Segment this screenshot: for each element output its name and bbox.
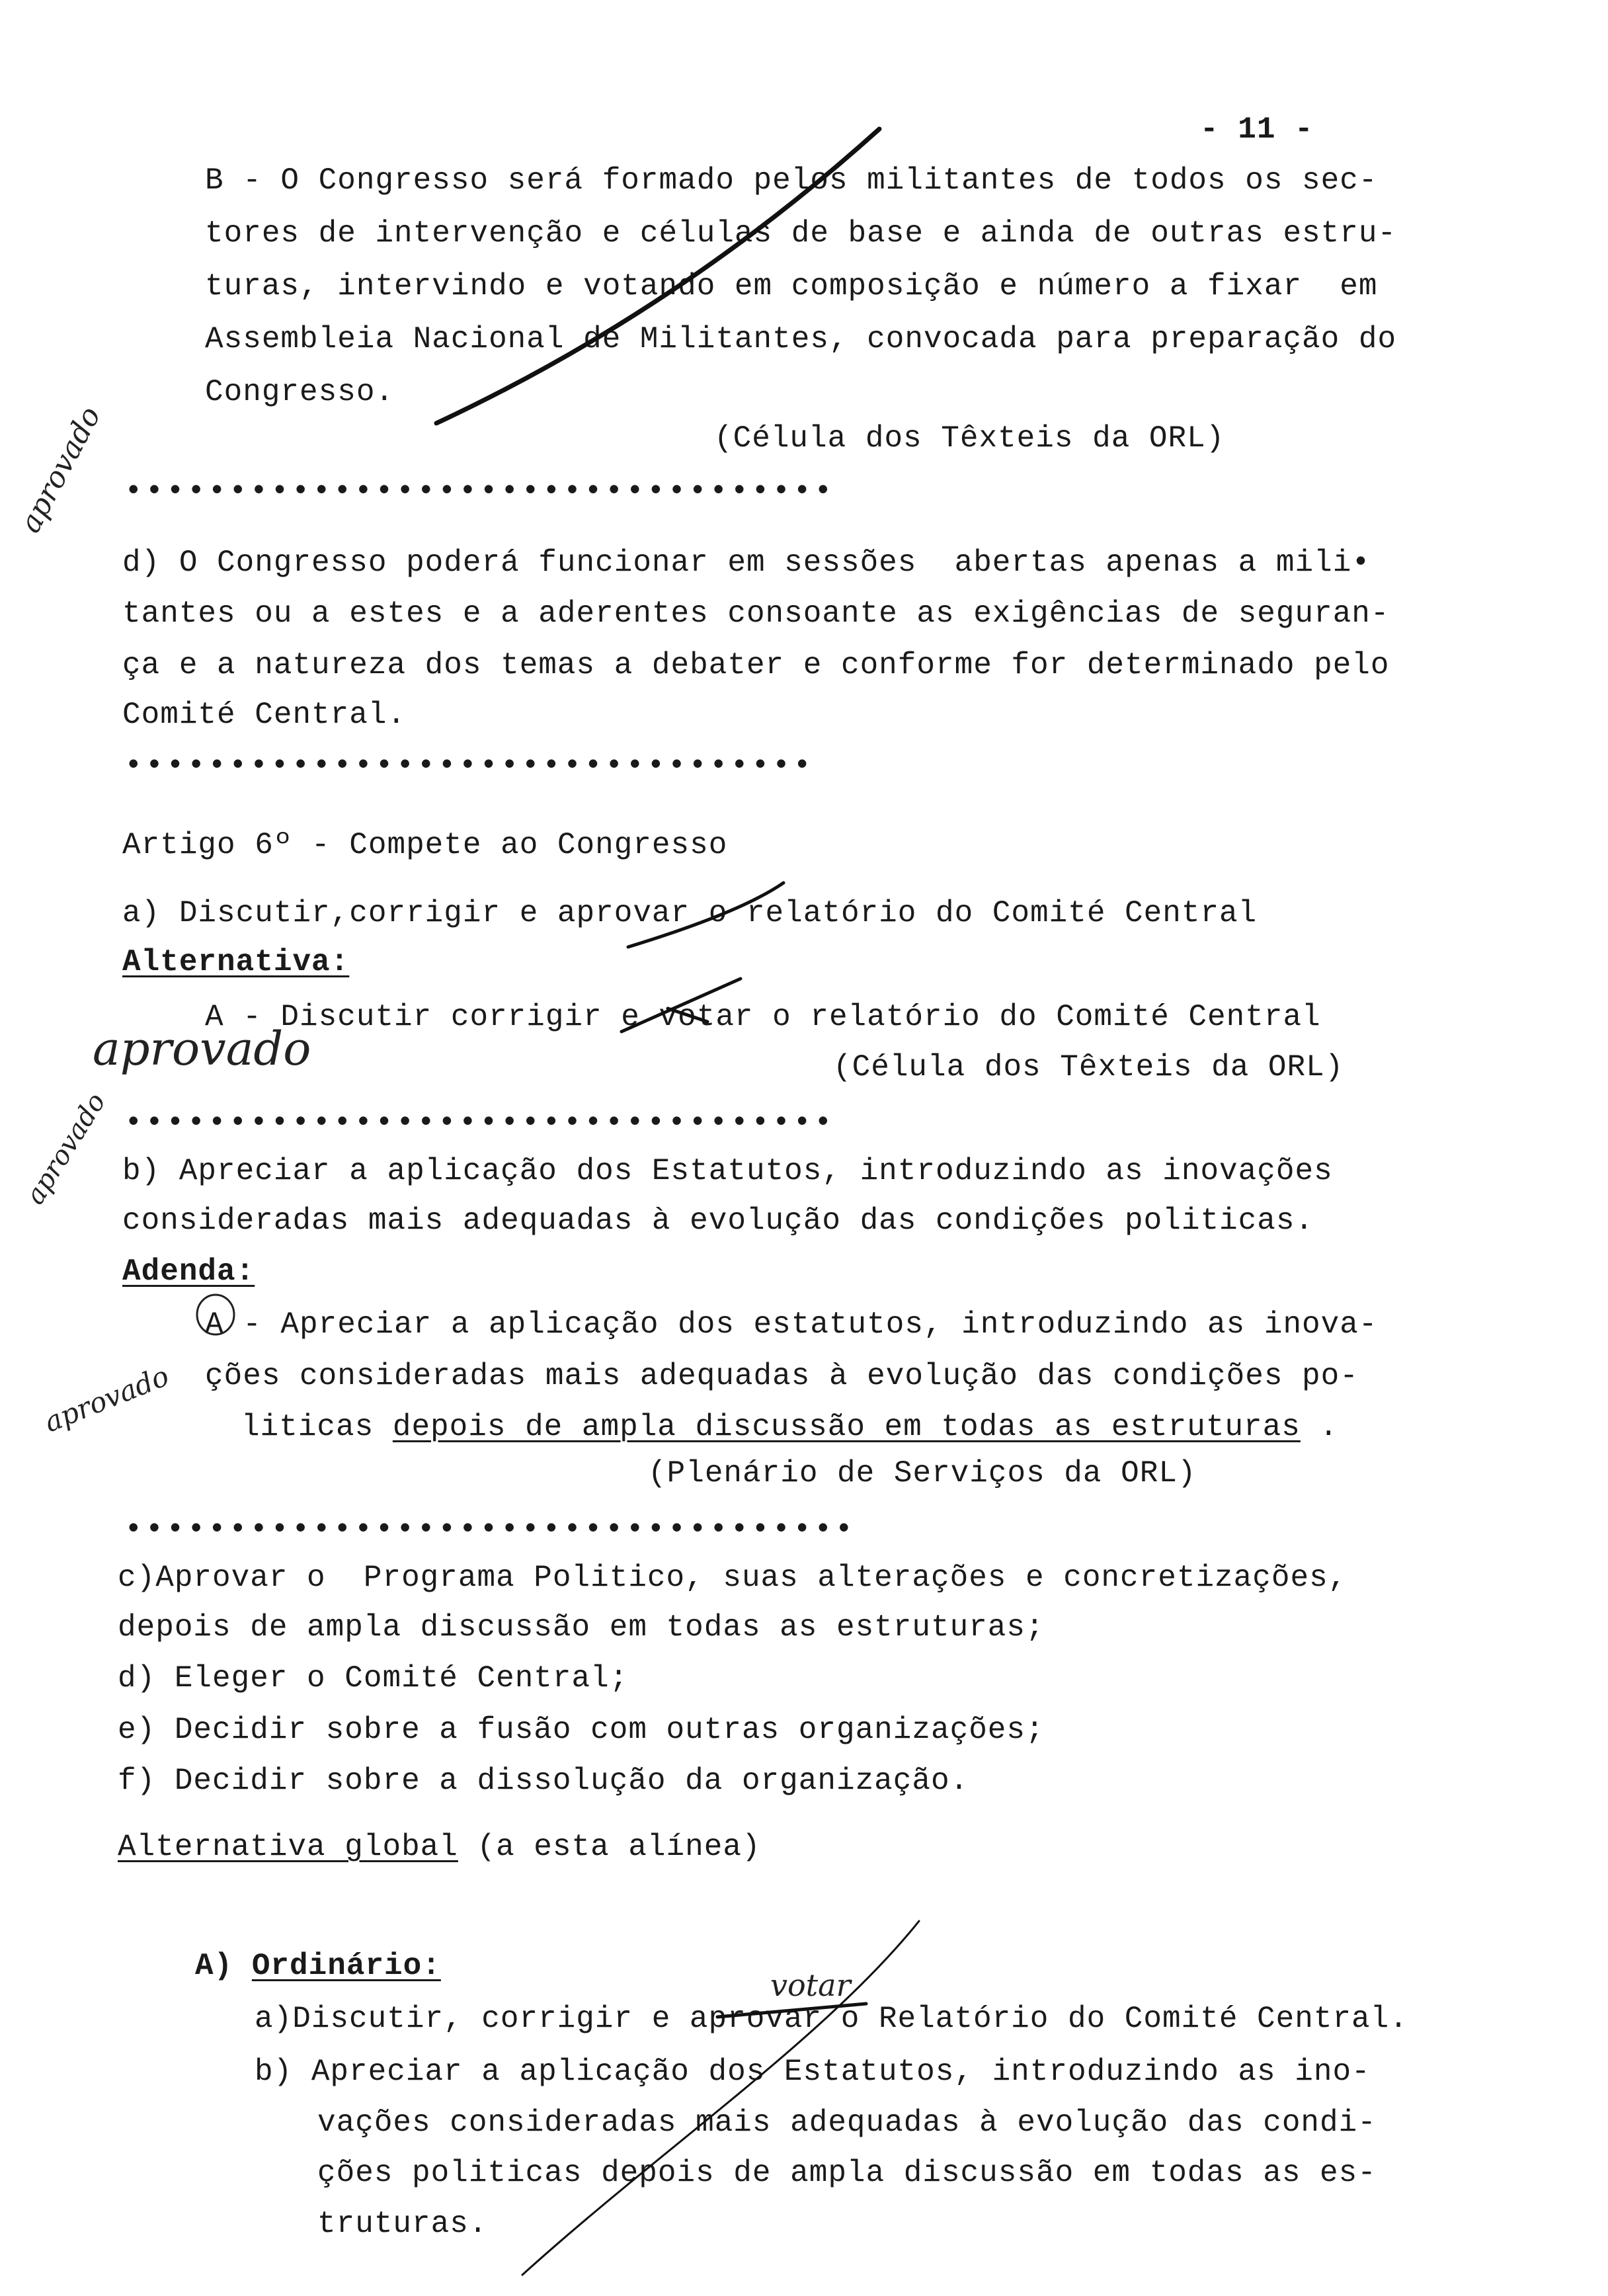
artigo-item-e: e) Decidir sobre a fusão com outras organizações; (118, 1713, 1045, 1747)
handwritten-votar-note: votar (770, 1967, 851, 2003)
artigo-item-b-line: consideradas mais adequadas à evolução das condições politicas. (122, 1204, 1314, 1238)
artigo-item-f: f) Decidir sobre a dissolução da organização. (118, 1764, 969, 1798)
artigo-item-c-line: depois de ampla discussão em todas as estruturas; (118, 1610, 1045, 1645)
artigo-item-a: a) Discutir,corrigir e aprovar o relatório do Comité Central (122, 896, 1258, 930)
adenda-source: (Plenário de Serviços da ORL) (648, 1456, 1197, 1491)
ordinario-item-b-line: truturas. (317, 2207, 488, 2241)
section-d-line: Comité Central. (122, 698, 407, 732)
dot-separator: ••••••••••••••••••••••••••••••••••• (124, 1512, 856, 1547)
section-b-line: Congresso. (205, 375, 395, 409)
artigo-heading: Artigo 6º - Compete ao Congresso (122, 828, 728, 862)
artigo-item-b-line: b) Apreciar a aplicação dos Estatutos, introduzindo as inovações (122, 1154, 1333, 1188)
alternativa-global-label: Alternativa global (118, 1830, 458, 1864)
page-number: - 11 - (1200, 112, 1314, 147)
ordinario-line (195, 1948, 441, 1985)
ordinario-label: Ordinário: (251, 1949, 441, 1983)
dot-separator: ••••••••••••••••••••••••••••••••• (124, 749, 814, 783)
adenda-line: ções consideradas mais adequadas à evolução das condições po- (205, 1359, 1359, 1393)
ordinario-prefix: A) (195, 1949, 252, 1983)
dot-separator: •••••••••••••••••••••••••••••••••• (124, 474, 835, 509)
adenda-line: A - Apreciar a aplicação dos estatutos, introduzindo as inova- (205, 1307, 1378, 1342)
artigo-item-d: d) Eleger o Comité Central; (118, 1661, 629, 1696)
ordinario-item-b-line: vações consideradas mais adequadas à evolução das condi- (317, 2106, 1377, 2140)
alternativa-global-suffix: (a esta alínea) (458, 1830, 761, 1864)
handwritten-aprovado-note: aprovado (13, 401, 108, 538)
artigo-item-c-line: c)Aprovar o Programa Politico, suas alterações e concretizações, (118, 1561, 1347, 1595)
section-d-line: d) O Congresso poderá funcionar em sessões abertas apenas a mili• (122, 546, 1371, 580)
section-b-line: B - O Congresso será formado pelos militantes de todos os sec- (205, 163, 1378, 198)
section-b-line: turas, intervindo e votando em composição e número a fixar em (205, 269, 1378, 304)
handwritten-aprovado-note: aprovado (40, 1359, 174, 1439)
section-b-line: tores de intervenção e células de base e ainda de outras estru- (205, 216, 1397, 251)
handwritten-aprovado-note: aprovado (20, 1087, 112, 1210)
adenda-underlined-text: depois de ampla discussão em todas as estruturas (392, 1410, 1301, 1444)
alternativa-global-line (118, 1828, 761, 1866)
alternativa-source: (Célula dos Têxteis da ORL) (833, 1050, 1344, 1085)
alternativa-text: A - Discutir corrigir e votar o relatório do Comité Central (205, 1000, 1321, 1034)
ordinario-item-b-line: b) Apreciar a aplicação dos Estatutos, introduzindo as ino- (255, 2055, 1371, 2089)
alternativa-label: Alternativa: (122, 945, 350, 979)
adenda-label: Adenda: (122, 1254, 255, 1289)
strike-line (522, 1921, 919, 2275)
adenda-last-suffix: . (1300, 1410, 1339, 1444)
section-d-line: ça e a natureza dos temas a debater e conforme for determinado pelo (122, 648, 1390, 682)
section-b-source: (Célula dos Têxteis da ORL) (714, 421, 1225, 456)
section-b-line: Assembleia Nacional de Militantes, convocada para preparação do (205, 322, 1397, 356)
handwritten-aprovado-note: aprovado (93, 1022, 311, 1076)
adenda-last-prefix: liticas (241, 1410, 393, 1444)
section-d-line: tantes ou a estes e a aderentes consoante as exigências de seguran- (122, 596, 1390, 631)
ordinario-item-a: a)Discutir, corrigir e aprovar o Relatório do Comité Central. (255, 2002, 1408, 2036)
adenda-last-line (241, 1409, 1338, 1446)
dot-separator: •••••••••••••••••••••••••••••••••• (124, 1106, 835, 1140)
ordinario-item-b-line: ções politicas depois de ampla discussão em todas as es- (317, 2156, 1377, 2190)
